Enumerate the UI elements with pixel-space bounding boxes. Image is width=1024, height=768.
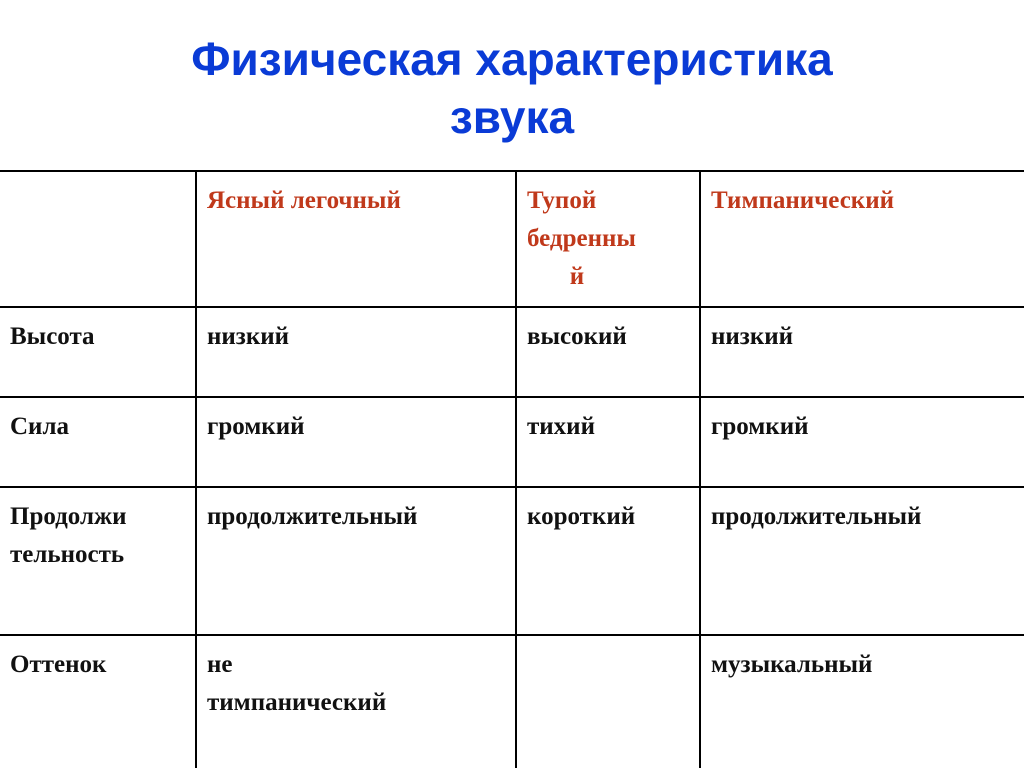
column-header-label: Тупой bbox=[527, 187, 597, 214]
table-cell bbox=[196, 635, 516, 768]
table-cell: высокий bbox=[516, 307, 700, 397]
column-header-label: Тимпанический bbox=[711, 187, 895, 214]
table-header-row bbox=[0, 171, 1024, 307]
table-row bbox=[0, 487, 1024, 635]
row-label-strength: Сила bbox=[0, 397, 196, 487]
table-cell-line: не bbox=[207, 651, 233, 678]
table-cell: громкий bbox=[700, 397, 1024, 487]
slide-title-line-2: звука bbox=[449, 91, 575, 143]
column-header-label: Ясный легочный bbox=[207, 187, 401, 214]
row-label-duration bbox=[0, 487, 196, 635]
table-cell: низкий bbox=[700, 307, 1024, 397]
column-header-dull-femoral bbox=[516, 171, 700, 307]
table-row bbox=[0, 635, 1024, 768]
table-cell: низкий bbox=[196, 307, 516, 397]
sound-characteristics-table bbox=[0, 170, 1024, 768]
slide-title-line-1: Физическая характеристика bbox=[191, 33, 833, 85]
slide-title bbox=[0, 30, 1024, 146]
row-label-line: тельность bbox=[10, 541, 125, 568]
column-header-tympanic bbox=[700, 171, 1024, 307]
row-label-timbre: Оттенок bbox=[0, 635, 196, 768]
table-cell: короткий bbox=[516, 487, 700, 635]
row-label-pitch: Высота bbox=[0, 307, 196, 397]
table-cell: продолжительный bbox=[700, 487, 1024, 635]
row-label-line: Продолжи bbox=[10, 503, 127, 530]
table-cell: продолжительный bbox=[196, 487, 516, 635]
table-cell: тихий bbox=[516, 397, 700, 487]
table-cell: музыкальный bbox=[700, 635, 1024, 768]
table-row bbox=[0, 307, 1024, 397]
column-header-label: й bbox=[569, 263, 585, 290]
table-cell-empty bbox=[516, 635, 700, 768]
column-header-clear-pulmonary bbox=[196, 171, 516, 307]
column-header-label: бедренны bbox=[527, 225, 636, 252]
table-corner-cell bbox=[0, 171, 196, 307]
table-row bbox=[0, 397, 1024, 487]
table-cell-line: тимпанический bbox=[207, 689, 387, 716]
table-cell: громкий bbox=[196, 397, 516, 487]
